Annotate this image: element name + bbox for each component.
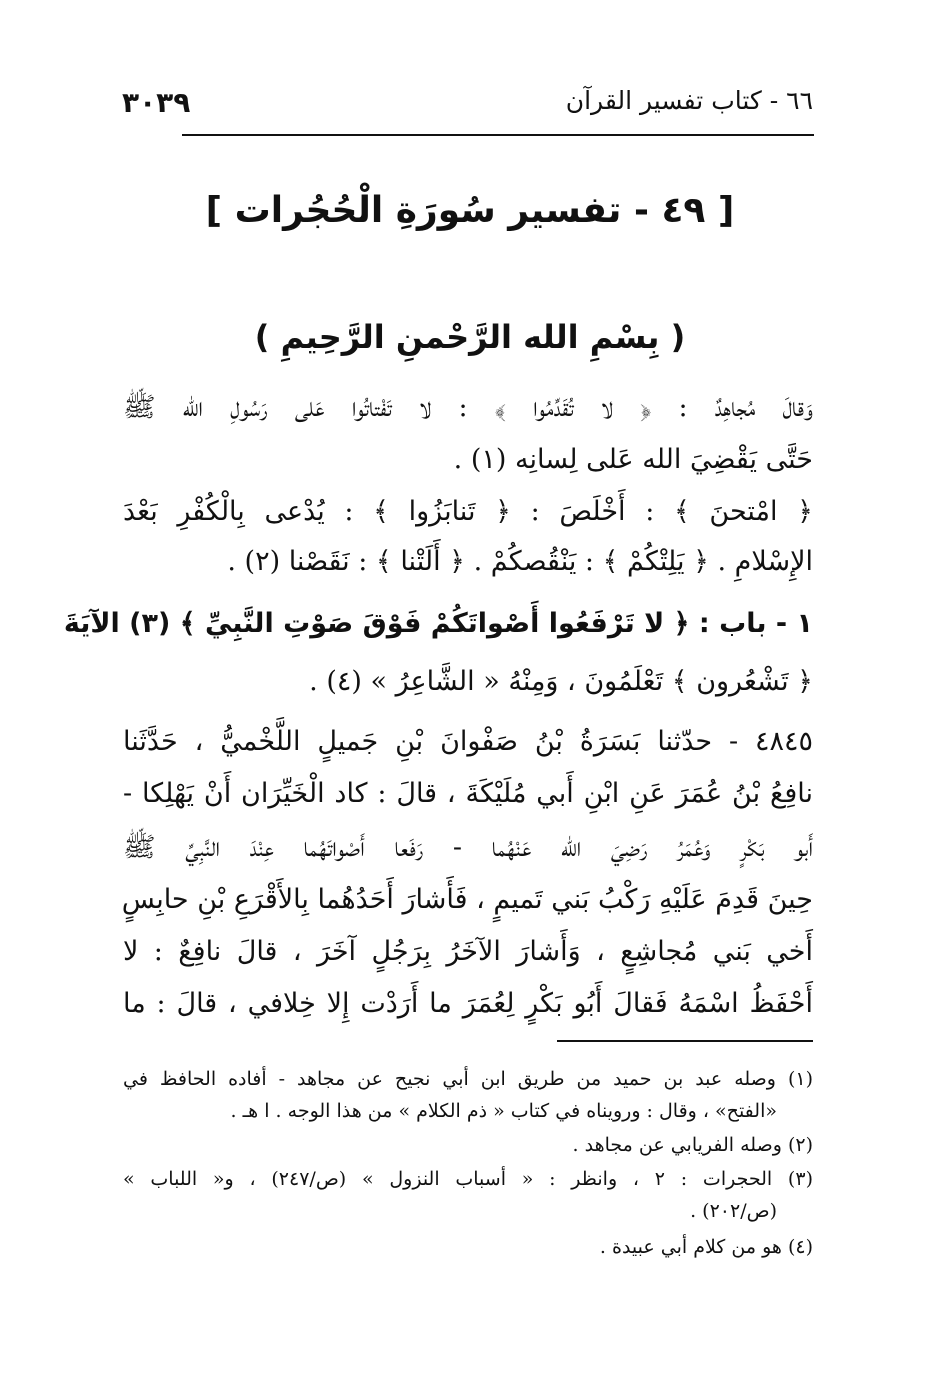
hadith-line-2: نافِعُ بْنُ عُمَرَ عَنِ ابْنِ أَبي مُلَيْكَةَ ، قالَ : كاد الْخَيِّرَان أَنْ يَهْلِكا - — [123, 778, 813, 809]
footnote-3-continued: (ص/٢٠٢) . — [690, 1200, 777, 1222]
running-header-chapter: ٦٦ - كتاب تفسير القرآن — [565, 86, 813, 115]
hadith-line-6: أَحْفَظُ اسْمَهُ فَقالَ أَبُو بَكْرٍ لِعُمَرَ ما أَرَدْت إِلا خِلافي ، قالَ : ما — [123, 988, 813, 1019]
hadith-line-5: أَخي بَني مُجاشِعٍ ، وَأَشارَ الآخَرُ بِرَجُلٍ آخَرَ ، قالَ نافِعٌ : لا — [123, 936, 813, 967]
footnote-2: (٢) وصله الفريابي عن مجاهد . — [572, 1134, 813, 1156]
footnote-3: (٣) الحجرات : ٢ ، وانظر : « أسباب النزول » (ص/٢٤٧) ، و« اللباب » — [123, 1168, 813, 1190]
hadith-line-3: أَبو بَكْرٍ وَعُمَرُ رَضِيَ الله عَنْهُما - رَفَعا أَصْواتَهُما عِنْدَ النَّبِيِّ ﷺ — [123, 832, 813, 863]
hadith-line-1: ٤٨٤٥ - حدّثنا بَسَرَةُ بْنُ صَفْوانَ بْنِ جَميلٍ اللَّخْميُّ ، حَدَّثَنا — [123, 726, 813, 757]
footnote-1: (١) وصله عبد بن حميد من طريق ابن أبي نجيح عن مجاهد - أفاده الحافظ في — [123, 1068, 813, 1090]
body-line-2: حَتَّى يَقْضِيَ الله عَلى لِسانِه (١) . — [453, 444, 813, 475]
basmala: ( بِسْمِ الله الرَّحْمنِ الرَّحِيمِ ) — [254, 318, 686, 356]
body-line-1: وَقالَ مُجاهِدٌ : ﴿ لا تُقَدِّمُوا ﴾ : لا تَفْتاتُوا عَلى رَسُولِ الله ﷺ — [123, 392, 813, 423]
chapter-heading-bab: ١ - باب : ﴿ لا تَرْفَعُوا أَصْواتَكُمْ فَوْقَ صَوْتِ النَّبِيِّ ﴾ (٣) الآيَةَ — [63, 608, 813, 639]
body-line-6: ﴿ تَشْعُرون ﴾ تَعْلَمُونَ ، وَمِنْهُ « الشَّاعِرُ » (٤) . — [309, 666, 813, 697]
footnote-divider — [557, 1040, 813, 1042]
body-line-3: ﴿ امْتحنَ ﴾ : أَخْلَصَ : ﴿ تَنابَزُوا ﴾ : يُدْعى بِالْكُفْرِ بَعْدَ — [123, 496, 813, 527]
body-line-4: الإِسْلامِ . ﴿ يَلِتْكُمْ ﴾ : يَنْقُصكُمْ . ﴿ أَلَتْنا ﴾ : نَقَصْنا (٢) . — [227, 546, 813, 577]
footnote-1-continued: «الفتح» ، وقال : ورويناه في كتاب « ذم الكلام » من هذا الوجه . ا هـ . — [230, 1100, 777, 1122]
header-divider — [182, 134, 814, 136]
hadith-line-4: حِينَ قَدِمَ عَلَيْهِ رَكْبُ بَني تَميمٍ ، فَأَشارَ أَحَدُهُما بِالأَقْرَعِ بْنِ حابِسٍ — [121, 884, 813, 915]
page-number: ٣٠٣٩ — [122, 86, 191, 119]
surah-title: [ ٤٩ - تفسير سُورَةِ الْحُجُرات ] — [205, 190, 735, 231]
footnote-4: (٤) هو من كلام أبي عبيدة . — [599, 1236, 813, 1258]
